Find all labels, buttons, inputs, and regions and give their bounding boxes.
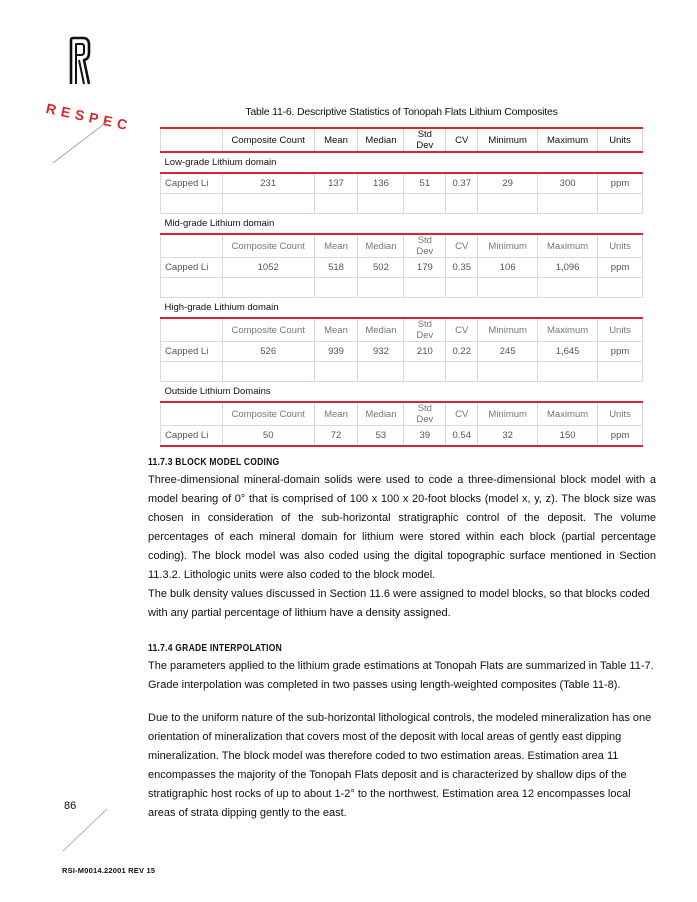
column-subheader: Std Dev	[404, 402, 446, 426]
section-heading-block-model: 11.7.3 BLOCK MODEL CODING	[148, 457, 280, 468]
empty-cell	[161, 362, 223, 382]
column-subheader: Std Dev	[404, 234, 446, 258]
empty-cell	[314, 194, 358, 214]
column-header: Composite Count	[222, 128, 314, 152]
domain-title-row	[161, 214, 643, 235]
table-caption: Table 11-6. Descriptive Statistics of Tonopah Flats Lithium Composites	[245, 106, 558, 118]
table-cell: 51	[404, 173, 446, 194]
table-cell: 106	[478, 258, 538, 278]
subheader-row	[161, 318, 643, 342]
table-cell: 1,096	[538, 258, 598, 278]
column-subheader	[161, 234, 223, 258]
respec-r-mark-icon	[68, 36, 92, 86]
page-number: 86	[64, 800, 77, 812]
table-cell: 53	[358, 426, 404, 447]
table-cell: 136	[358, 173, 404, 194]
empty-cell	[598, 194, 643, 214]
empty-cell	[446, 194, 478, 214]
subheader-row	[161, 402, 643, 426]
domain-title: Low-grade Lithium domain	[161, 152, 643, 173]
domain-title: Mid-grade Lithium domain	[161, 214, 643, 235]
column-subheader: Maximum	[538, 402, 598, 426]
table-cell: 50	[222, 426, 314, 447]
row-label: Capped Li	[161, 426, 223, 447]
column-subheader: Units	[598, 318, 643, 342]
table-cell: 932	[358, 342, 404, 362]
column-subheader: Minimum	[478, 234, 538, 258]
table-row	[161, 173, 643, 194]
table-cell: 300	[538, 173, 598, 194]
column-subheader: Composite Count	[222, 402, 314, 426]
column-header: Minimum	[478, 128, 538, 152]
table-cell: 32	[478, 426, 538, 447]
table-cell: 231	[222, 173, 314, 194]
table-cell: 0.37	[446, 173, 478, 194]
table-cell: 29	[478, 173, 538, 194]
respec-logo	[20, 28, 134, 134]
empty-cell	[358, 278, 404, 298]
column-subheader: Mean	[314, 318, 358, 342]
decorative-diagonal-top	[52, 120, 110, 164]
column-header: Median	[358, 128, 404, 152]
empty-cell	[478, 362, 538, 382]
table-cell: 1,645	[538, 342, 598, 362]
empty-cell	[478, 278, 538, 298]
table-cell: 150	[538, 426, 598, 447]
table-cell: 137	[314, 173, 358, 194]
empty-cell	[358, 194, 404, 214]
column-subheader: Std Dev	[404, 318, 446, 342]
table-cell: 179	[404, 258, 446, 278]
empty-cell	[446, 278, 478, 298]
row-label: Capped Li	[161, 342, 223, 362]
table-row	[161, 426, 643, 447]
column-subheader: Minimum	[478, 318, 538, 342]
row-label: Capped Li	[161, 258, 223, 278]
column-header: Std Dev	[404, 128, 446, 152]
empty-cell	[314, 278, 358, 298]
empty-cell	[222, 362, 314, 382]
table-cell: 526	[222, 342, 314, 362]
column-header: Units	[598, 128, 643, 152]
table-cell: ppm	[598, 342, 643, 362]
table-cell: 0.22	[446, 342, 478, 362]
table-row	[161, 342, 643, 362]
table-header-row	[161, 128, 643, 152]
document-code: RSI-M0014.22001 REV 15	[62, 866, 156, 875]
column-subheader: CV	[446, 234, 478, 258]
column-subheader: Maximum	[538, 234, 598, 258]
column-subheader: Median	[358, 402, 404, 426]
column-subheader: Composite Count	[222, 318, 314, 342]
block-model-paragraph-1: Three-dimensional mineral-domain solids were used to code a three-dimensional block model with a model bearing of 0° that is comprised of 100 x 100 x 20-foot blocks (model x, y, z). The block size was chosen in consideration of the sub-horizontal stratigraphic control of the deposit. The volume percentages of each mineral domain for lithium were stored within each block (partial percentage coding). The block model was also coded using the digital topographic surface mentioned in Section 11.3.2. Lithologic units were also coded to the block model.	[148, 474, 656, 581]
table-cell: ppm	[598, 258, 643, 278]
column-subheader	[161, 318, 223, 342]
empty-cell	[598, 278, 643, 298]
table-cell: 0.54	[446, 426, 478, 447]
table-cell: 72	[314, 426, 358, 447]
subheader-row	[161, 234, 643, 258]
domain-title-row	[161, 382, 643, 403]
column-subheader: Median	[358, 234, 404, 258]
empty-cell	[598, 362, 643, 382]
column-subheader: Maximum	[538, 318, 598, 342]
empty-cell	[404, 194, 446, 214]
column-subheader: Median	[358, 318, 404, 342]
column-subheader: Units	[598, 402, 643, 426]
decorative-diagonal-bottom	[62, 808, 108, 852]
section-heading-grade-interpolation: 11.7.4 GRADE INTERPOLATION	[148, 643, 283, 654]
table-cell: 245	[478, 342, 538, 362]
table-cell: ppm	[598, 426, 643, 447]
empty-cell	[222, 278, 314, 298]
column-subheader: Mean	[314, 234, 358, 258]
table-cell: ppm	[598, 173, 643, 194]
domain-title: High-grade Lithium domain	[161, 298, 643, 319]
table-cell: 939	[314, 342, 358, 362]
respec-wordmark: RESPEC	[44, 100, 134, 134]
spacer-row	[161, 194, 643, 214]
column-header: Mean	[314, 128, 358, 152]
block-model-paragraph-2: The bulk density values discussed in Section 11.6 were assigned to model blocks, so that blocks coded with any partial percentage of lithium have a density assigned.	[148, 588, 650, 619]
empty-cell	[161, 278, 223, 298]
table-cell: 518	[314, 258, 358, 278]
domain-title: Outside Lithium Domains	[161, 382, 643, 403]
column-header: Maximum	[538, 128, 598, 152]
empty-cell	[404, 278, 446, 298]
row-label: Capped Li	[161, 173, 223, 194]
spacer-row	[161, 362, 643, 382]
column-subheader: Units	[598, 234, 643, 258]
table-cell: 1052	[222, 258, 314, 278]
table-row	[161, 258, 643, 278]
empty-cell	[446, 362, 478, 382]
table-cell: 502	[358, 258, 404, 278]
column-subheader: Minimum	[478, 402, 538, 426]
column-header	[161, 128, 223, 152]
domain-title-row	[161, 152, 643, 173]
empty-cell	[222, 194, 314, 214]
empty-cell	[478, 194, 538, 214]
empty-cell	[538, 362, 598, 382]
column-subheader: Mean	[314, 402, 358, 426]
empty-cell	[161, 194, 223, 214]
grade-interpolation-paragraph-2: Due to the uniform nature of the sub-horizontal lithological controls, the modeled mineralization has one orientation of mineralization that covers most of the deposit with local areas of gently east dipping mineralization. The block model was therefore coded to two estimation areas. Estimation area 11 encompasses the majority of the Tonopah Flats deposit and is characterized by shallow dips of the stratigraphic host rocks of up to about 1-2° to the northwest. Estimation area 12 encompasses local areas of strata dipping gently to the east.	[148, 712, 652, 819]
empty-cell	[538, 278, 598, 298]
empty-cell	[404, 362, 446, 382]
column-header: CV	[446, 128, 478, 152]
column-subheader	[161, 402, 223, 426]
domain-title-row	[161, 298, 643, 319]
empty-cell	[538, 194, 598, 214]
column-subheader: CV	[446, 402, 478, 426]
empty-cell	[358, 362, 404, 382]
statistics-table	[160, 127, 643, 447]
spacer-row	[161, 278, 643, 298]
table-cell: 39	[404, 426, 446, 447]
column-subheader: CV	[446, 318, 478, 342]
table-cell: 0.35	[446, 258, 478, 278]
column-subheader: Composite Count	[222, 234, 314, 258]
empty-cell	[314, 362, 358, 382]
table-cell: 210	[404, 342, 446, 362]
grade-interpolation-paragraph-1: The parameters applied to the lithium grade estimations at Tonopah Flats are summarized in Table 11-7. Grade interpolation was completed in two passes using length-weighted composites (Table 11-8).	[148, 660, 654, 691]
